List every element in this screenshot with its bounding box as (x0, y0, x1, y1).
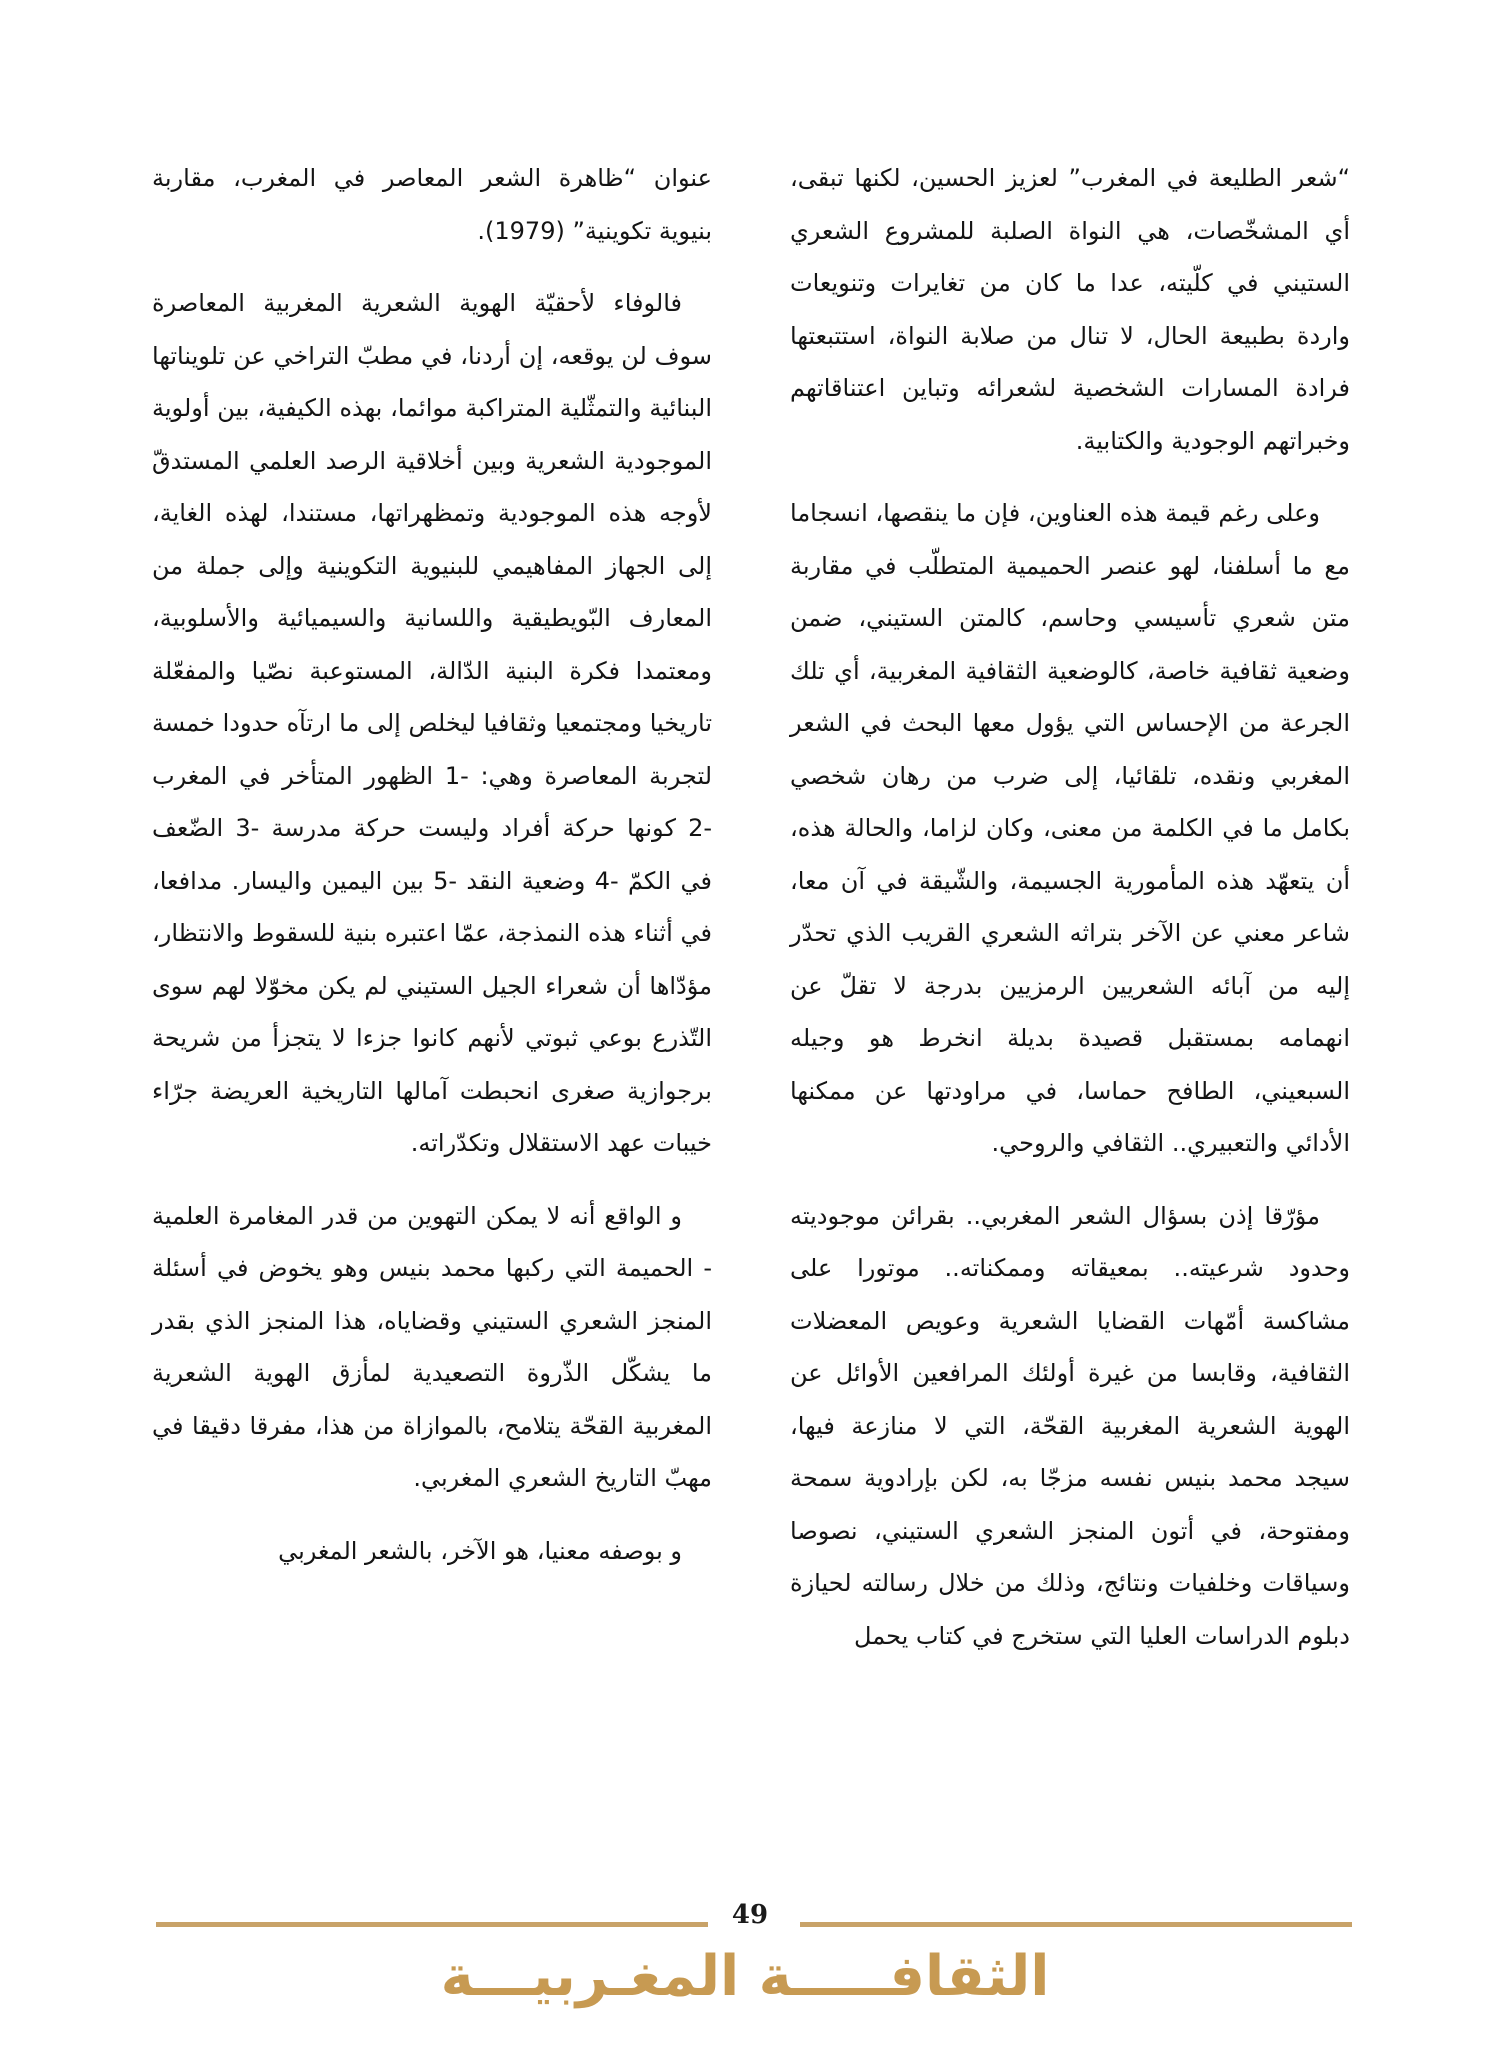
paragraph: و بوصفه معنيا، هو الآخر، بالشعر المغربي (278, 1536, 682, 1565)
paragraph: و الواقع أنه لا يمكن التهوين من قدر المغامرة العلمية - الحميمة التي ركبها محمد بنيس وهو يخوض في أسئلة المنجز الشعري الستيني وقضاياه، هذا المنجز الذي بقدر ما يشكّل الذّروة التصعيدية لمأزق الهوية الشعرية المغربية القحّة يتلامح، بالموازاة من هذا، مفرقا دقيقا في مهبّ التاريخ الشعري المغربي. (152, 1201, 712, 1492)
paragraph: وعلى رغم قيمة هذه العناوين، فإن ما ينقصها، انسجاما مع ما أسلفنا، لهو عنصر الحميمية المتطلّب في مقاربة متن شعري تأسيسي وحاسم، كالمتن الستيني، ضمن وضعية ثقافية خاصة، كالوضعية الثقافية المغربية، أي تلك الجرعة من الإحساس التي يؤول معها البحث في الشعر المغربي ونقده، تلقائيا، إلى ضرب من رهان شخصي بكامل ما في الكلمة من معنى، وكان لزاما، والحالة هذه، أن يتعهّد هذه المأمورية الجسيمة، والشّيقة في آن معا، شاعر معني عن الآخر بتراثه الشعري القريب الذي تحدّر إليه من آبائه الشعريين الرمزيين بدرجة لا تقلّ عن انهمامه بمستقبل قصيدة بديلة انخرط هو وجيله السبعيني، الطافح حماسا، في مراودتها عن ممكنها الأدائي والتعبيري.. الثقافي والروحي. (790, 499, 1350, 1157)
magazine-title: الثقافـــــة المغـربيـــة (440, 1944, 1050, 2009)
footer-rule-left (156, 1922, 708, 1927)
article-column-right (790, 152, 1350, 1682)
paragraph: مؤرّقا إذن بسؤال الشعر المغربي.. بقرائن موجوديته وحدود شرعيته.. بمعيقاته وممكناته.. موتورا على مشاكسة أمّهات القضايا الشعرية وعويص المعضلات الثقافية، وقابسا من غيرة أولئك المرافعين الأوائل عن الهوية الشعرية المغربية القحّة، التي لا منازعة فيها، سيجد محمد بنيس نفسه مزجّا به، لكن بإرادوية سمحة ومفتوحة، في أتون المنجز الشعري الستيني، نصوصا وسياقات وخلفيات ونتائج، وذلك من خلال رسالته لحيازة دبلوم الدراسات العليا التي ستخرج في كتاب يحمل (790, 1201, 1350, 1650)
page-number: 49 (731, 1900, 769, 1930)
paragraph: “شعر الطليعة في المغرب” لعزيز الحسين، لكنها تبقى، أي المشخّصات، هي النواة الصلبة للمشروع الشعري الستيني في كلّيته، عدا ما كان من تغايرات وتنويعات واردة بطبيعة الحال، لا تنال من صلابة النواة، استتبعتها فرادة المسارات الشخصية لشعرائه وتباين اعتناقاتهم وخبراتهم الوجودية والكتابية. (790, 164, 1350, 455)
paragraph: فالوفاء لأحقيّة الهوية الشعرية المغربية المعاصرة سوف لن يوقعه، إن أردنا، في مطبّ التراخي عن تلويناتها البنائية والتمثّلية المتراكبة موائما، بهذه الكيفية، بين أولوية الموجودية الشعرية وبين أخلاقية الرصد العلمي المستدقّ لأوجه هذه الموجودية وتمظهراتها، مستندا، لهذه الغاية، إلى الجهاز المفاهيمي للبنيوية التكوينية وإلى جملة من المعارف البّويطيقية واللسانية والسيميائية والأسلوبية، ومعتمدا فكرة البنية الدّالة، المستوعبة نصّيا والمفعّلة تاريخيا ومجتمعيا وثقافيا ليخلص إلى ما ارتآه حدودا خمسة لتجربة المعاصرة وهي: -1 الظهور المتأخر في المغرب -2 كونها حركة أفراد وليست حركة مدرسة -3 الضّعف في الكمّ -4 وضعية النقد -5 بين اليمين واليسار. مدافعا، في أثناء هذه النمذجة، عمّا اعتبره بنية للسقوط والانتظار، مؤدّاها أن شعراء الجيل الستيني لم يكن مخوّلا لهم سوى التّذرع بوعي ثبوتي لأنهم كانوا جزءا لا يتجزأ من شريحة برجوازية صغرى انحبطت آمالها التاريخية العريضة جرّاء خيبات عهد الاستقلال وتكدّراته. (151, 289, 713, 1157)
paragraph: عنوان “ظاهرة الشعر المعاصر في المغرب، مقاربة بنيوية تكوينية” (1979). (152, 164, 712, 245)
article-column-left (152, 152, 712, 1597)
footer-rule-right (800, 1922, 1352, 1927)
